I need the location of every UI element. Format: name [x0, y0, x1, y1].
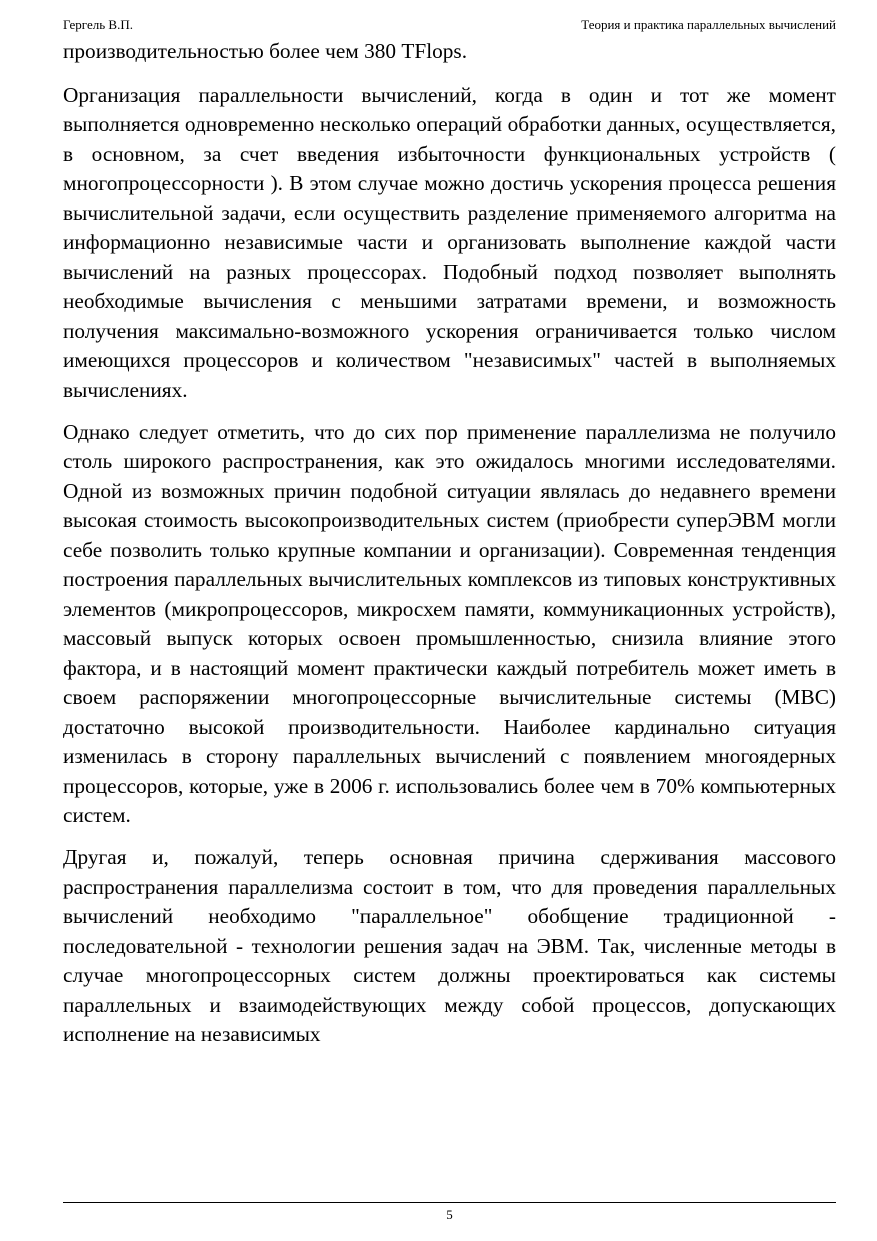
page-header	[63, 16, 836, 34]
paragraph: Организация параллельности вычислений, когда в один и тот же момент выполняется одновременно несколько операций обработки данных, осуществляется, в основном, за счет введения избыточности функциональных устройств ( многопроцессорности ). В этом случае можно достичь ускорения процесса решения вычислительной задачи, если осуществить разделение применяемого алгоритма на информационно независимые части и организовать выполнение каждой части вычислений на разных процессорах. Подобный подход позволяет выполнять необходимые вычисления с меньшими затратами времени, и возможность получения максимально-возможного ускорения ограничивается только числом имеющихся процессоров и количеством "независимых" частей в выполняемых вычислениях.	[63, 82, 836, 402]
document-body	[63, 37, 836, 1062]
paragraph: Однако следует отметить, что до сих пор применение параллелизма не получило столь широкого распространения, как это ожидалось многими исследователями. Одной из возможных причин подобной ситуации являлась до недавнего времени высокая стоимость высокопроизводительных систем (приобрести суперЭВМ могли себе позволить только крупные компании и организации). Современная тенденция построения параллельных вычислительных комплексов из типовых конструктивных элементов (микропроцессоров, микросхем памяти, коммуникационных устройств), массовый выпуск которых освоен промышленностью, снизила влияние этого фактора, и в настоящий момент практически каждый потребитель может иметь в своем распоряжении многопроцессорные вычислительные системы (МВС) достаточно высокой производительности. Наиболее кардинально ситуация изменилась в сторону параллельных вычислений с появлением многоядерных процессоров, которые, уже в 2006 г. использовались более чем в 70% компьютерных систем.	[63, 419, 836, 827]
paragraph: Другая и, пожалуй, теперь основная причина сдерживания массового распространения параллелизма состоит в том, что для проведения параллельных вычислений необходимо "параллельное" обобщение традиционной - последовательной - технологии решения задач на ЭВМ. Так, численные методы в случае многопроцессорных систем должны проектироваться как системы параллельных и взаимодействующих между собой процессов, допускающих исполнение на независимых	[63, 845, 836, 1046]
paragraph-continued: производительностью более чем 380 TFlops.	[63, 39, 468, 63]
page-number: 5	[446, 1207, 453, 1222]
header-title: Теория и практика параллельных вычислений	[581, 17, 836, 32]
header-author: Гергель В.П.	[63, 17, 133, 32]
footer-divider	[63, 1202, 836, 1203]
